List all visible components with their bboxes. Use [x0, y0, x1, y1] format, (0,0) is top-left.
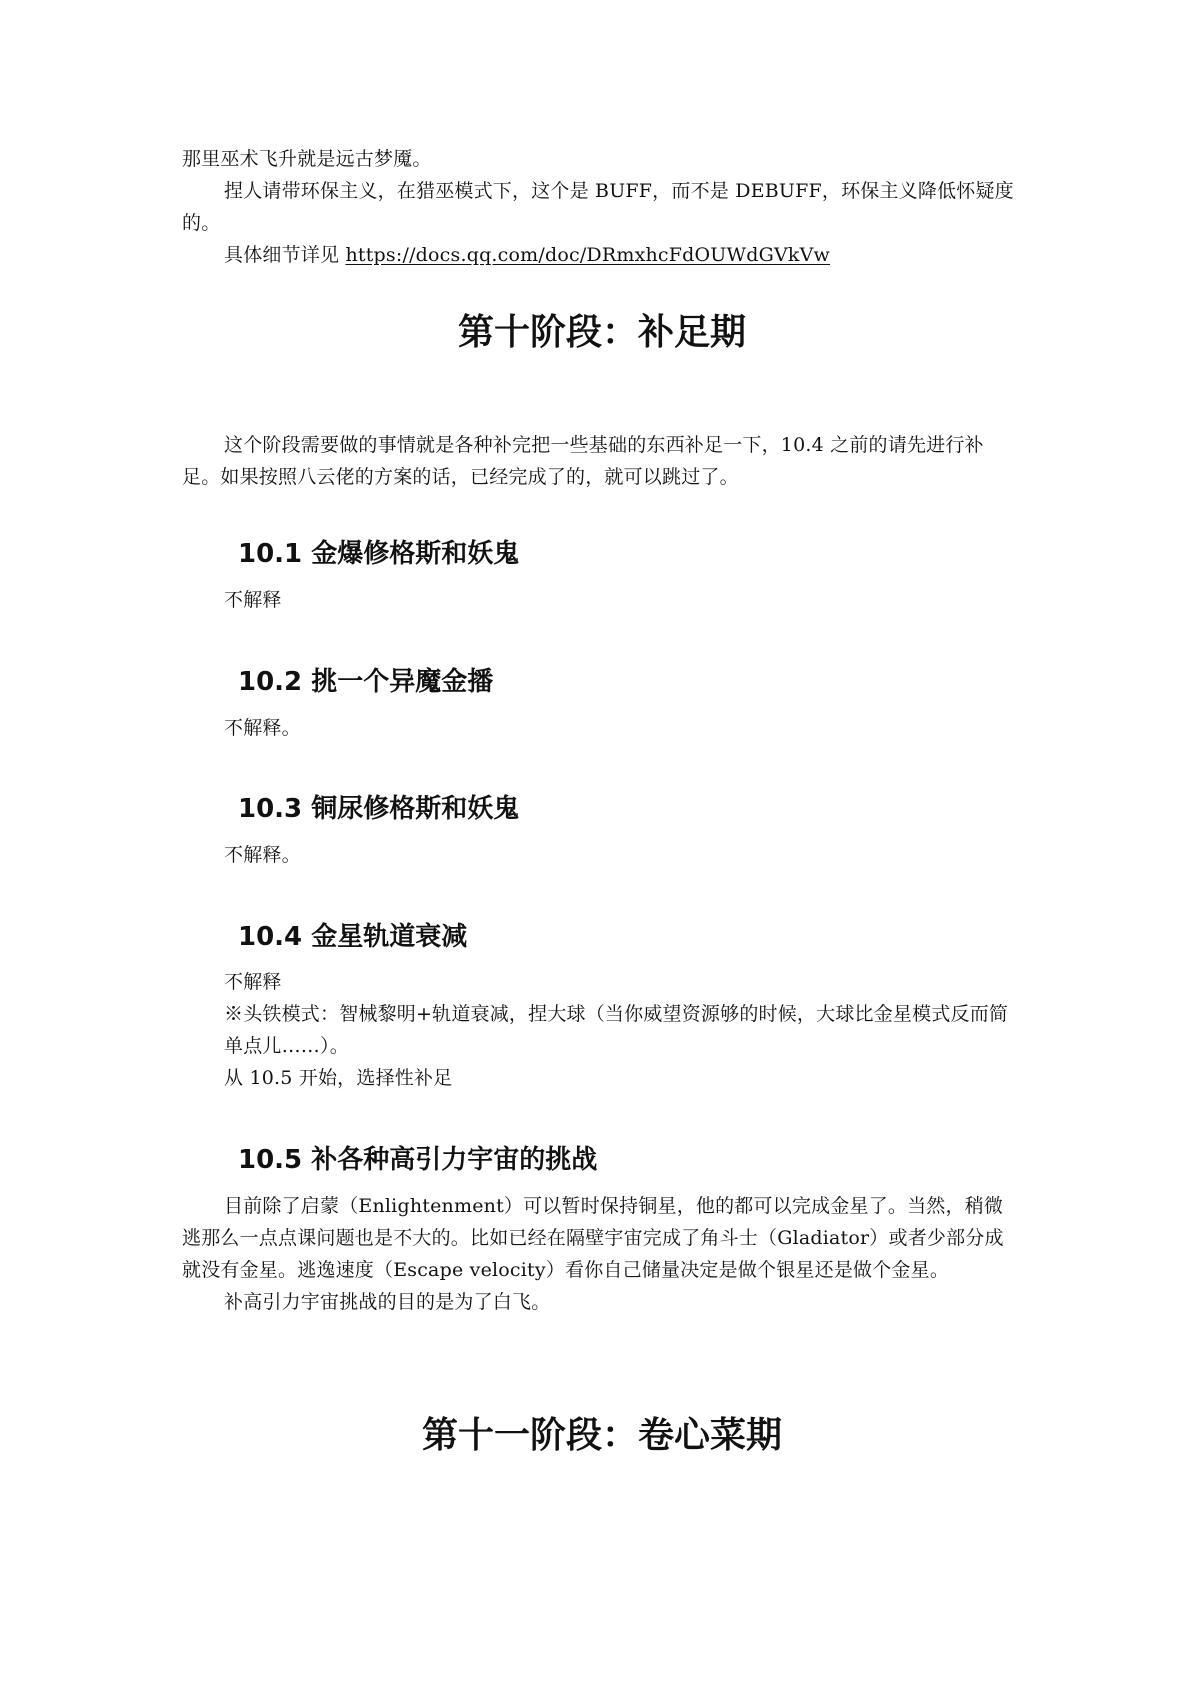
- stage11-title-wrap: [182, 1412, 1022, 1460]
- section-10-1-heading: 10.1 金爆修格斯和妖鬼: [238, 539, 520, 569]
- section-10-1: [182, 536, 1022, 572]
- section-10-1-body: [182, 584, 1022, 616]
- detail-label: 具体细节详见: [224, 244, 346, 266]
- section-10-2-heading: 10.2 挑一个异魔金播: [238, 667, 494, 697]
- section-10-5-heading: 10.5 补各种高引力宇宙的挑战: [238, 1145, 598, 1175]
- section-10-3-heading: 10.3 铜尿修格斯和妖鬼: [238, 794, 520, 824]
- section-10-5-body: [182, 1190, 1022, 1318]
- section-10-4-text-2: ※头铁模式：智械黎明+轨道衰减，捏大球（当你威望资源够的时候，大球比金星模式反而简单点儿……）。: [224, 1003, 1009, 1057]
- section-10-3-text: 不解释。: [224, 844, 301, 866]
- stage10-title-wrap: [182, 309, 1022, 357]
- section-10-5: [182, 1142, 1022, 1178]
- section-10-5-text-2: 补高引力宇宙挑战的目的是为了白飞。: [224, 1291, 551, 1313]
- intro-line-2: 捏人请带环保主义，在猎巫模式下，这个是 BUFF，而不是 DEBUFF，环保主义降低怀疑度的。: [182, 180, 1014, 234]
- intro-line-1: 那里巫术飞升就是远古梦魇。: [182, 148, 432, 170]
- section-10-2-text: 不解释。: [224, 717, 301, 739]
- stage11-title: 第十一阶段：卷心菜期: [421, 1415, 782, 1456]
- section-10-4-body: [182, 966, 1022, 1094]
- stage10-intro-wrap: [182, 429, 1022, 493]
- section-10-4-heading: 10.4 金星轨道衰减: [238, 922, 468, 952]
- section-10-2: [182, 664, 1022, 700]
- section-10-3-body: [182, 839, 1022, 871]
- section-10-4-text-3: 从 10.5 开始，选择性补足: [224, 1067, 453, 1089]
- docs-link[interactable]: https://docs.qq.com/doc/DRmxhcFdOUWdGVkVw: [345, 244, 830, 266]
- section-10-2-body: [182, 712, 1022, 744]
- stage10-title: 第十阶段：补足期: [457, 312, 746, 353]
- section-10-4-text-1: 不解释: [224, 971, 282, 993]
- section-10-1-text: 不解释: [224, 589, 282, 611]
- section-10-4: [182, 919, 1022, 955]
- intro-line-3: [182, 239, 1022, 271]
- section-10-5-text-1: 目前除了启蒙（Enlightenment）可以暂时保持铜星，他的都可以完成金星了。当然，稍微逃那么一点点课问题也是不大的。比如已经在隔壁宇宙完成了角斗士（Gladiator）或者少部分成就没有金星。逃逸速度（Escape velocity）看你自己储量决定是做个银星还是做个金星。: [182, 1195, 1004, 1281]
- stage10-intro: 这个阶段需要做的事情就是各种补完把一些基础的东西补足一下，10.4 之前的请先进行补足。如果按照八云佬的方案的话，已经完成了的，就可以跳过了。: [182, 434, 984, 488]
- intro-section: [182, 143, 1022, 271]
- section-10-3: [182, 791, 1022, 827]
